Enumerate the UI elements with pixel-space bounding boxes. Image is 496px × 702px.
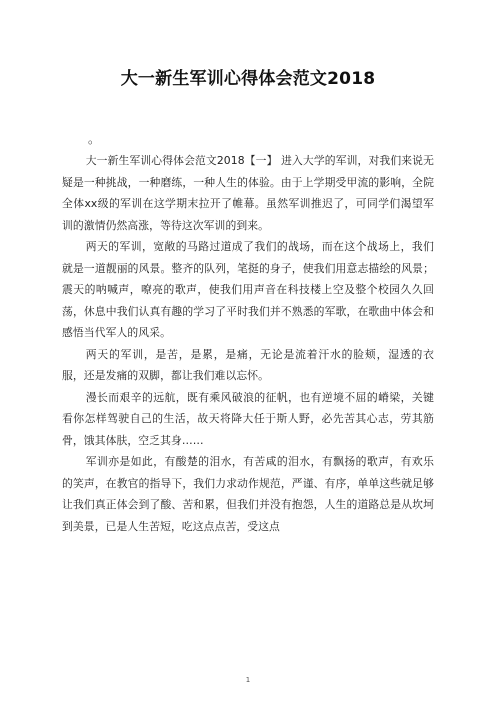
- bullet-mark: 。: [88, 132, 101, 146]
- paragraph: 两天的军训，宽敞的马路过道成了我们的战场，而在这个战场上，我们就是一道靓丽的风景。整齐的队列，笔挺的身子，使我们用意志描绘的风景；震天的呐喊声，嘹亮的歌声，使我们用声音在科技楼上空及整个校园久久回荡，休息中我们认真有趣的学习了平时我们并不熟悉的军歌，在歌曲中体会和感悟当代军人的风采。: [62, 240, 434, 339]
- document-body: [62, 150, 434, 537]
- paragraph: 军训亦是如此，有酸楚的泪水，有苦咸的泪水，有飘扬的歌声，有欢乐的笑声，在教官的指导下，我们力求动作规范，严谨、有序，单单这些就足够让我们真正体会到了酸、苦和累，但我们并没有抱怨，人生的道路总是从坎坷到美景，已是人生苦短，吃这点点苦，受这点: [62, 455, 434, 533]
- page-number: 1: [245, 676, 251, 684]
- document-title: 大一新生军训心得体会范文2018: [120, 69, 376, 89]
- paragraph: 漫长而艰辛的远航，既有乘风破浪的征帆，也有逆境不屈的嵴梁，关键看你怎样驾驶自己的生活，故天将降大任于斯人野，必先苦其心志，劳其筋骨，饿其体肤，空乏其身……: [62, 390, 434, 447]
- paragraph: 两天的军训，是苦，是累，是痛，无论是流着汗水的脸颊，湿透的衣服，还是发痛的双脚，都让我们难以忘怀。: [62, 347, 434, 382]
- paragraph: 大一新生军训心得体会范文2018【一】 进入大学的军训，对我们来说无疑是一种挑战，一种磨练，一种人生的体验。由于上学期受甲流的影响，全院全体xx级的军训在这学期末拉开了帷幕。虽然军训推迟了，可同学们渴望军训的激情仍然高涨，等待这次军训的到来。: [62, 154, 434, 232]
